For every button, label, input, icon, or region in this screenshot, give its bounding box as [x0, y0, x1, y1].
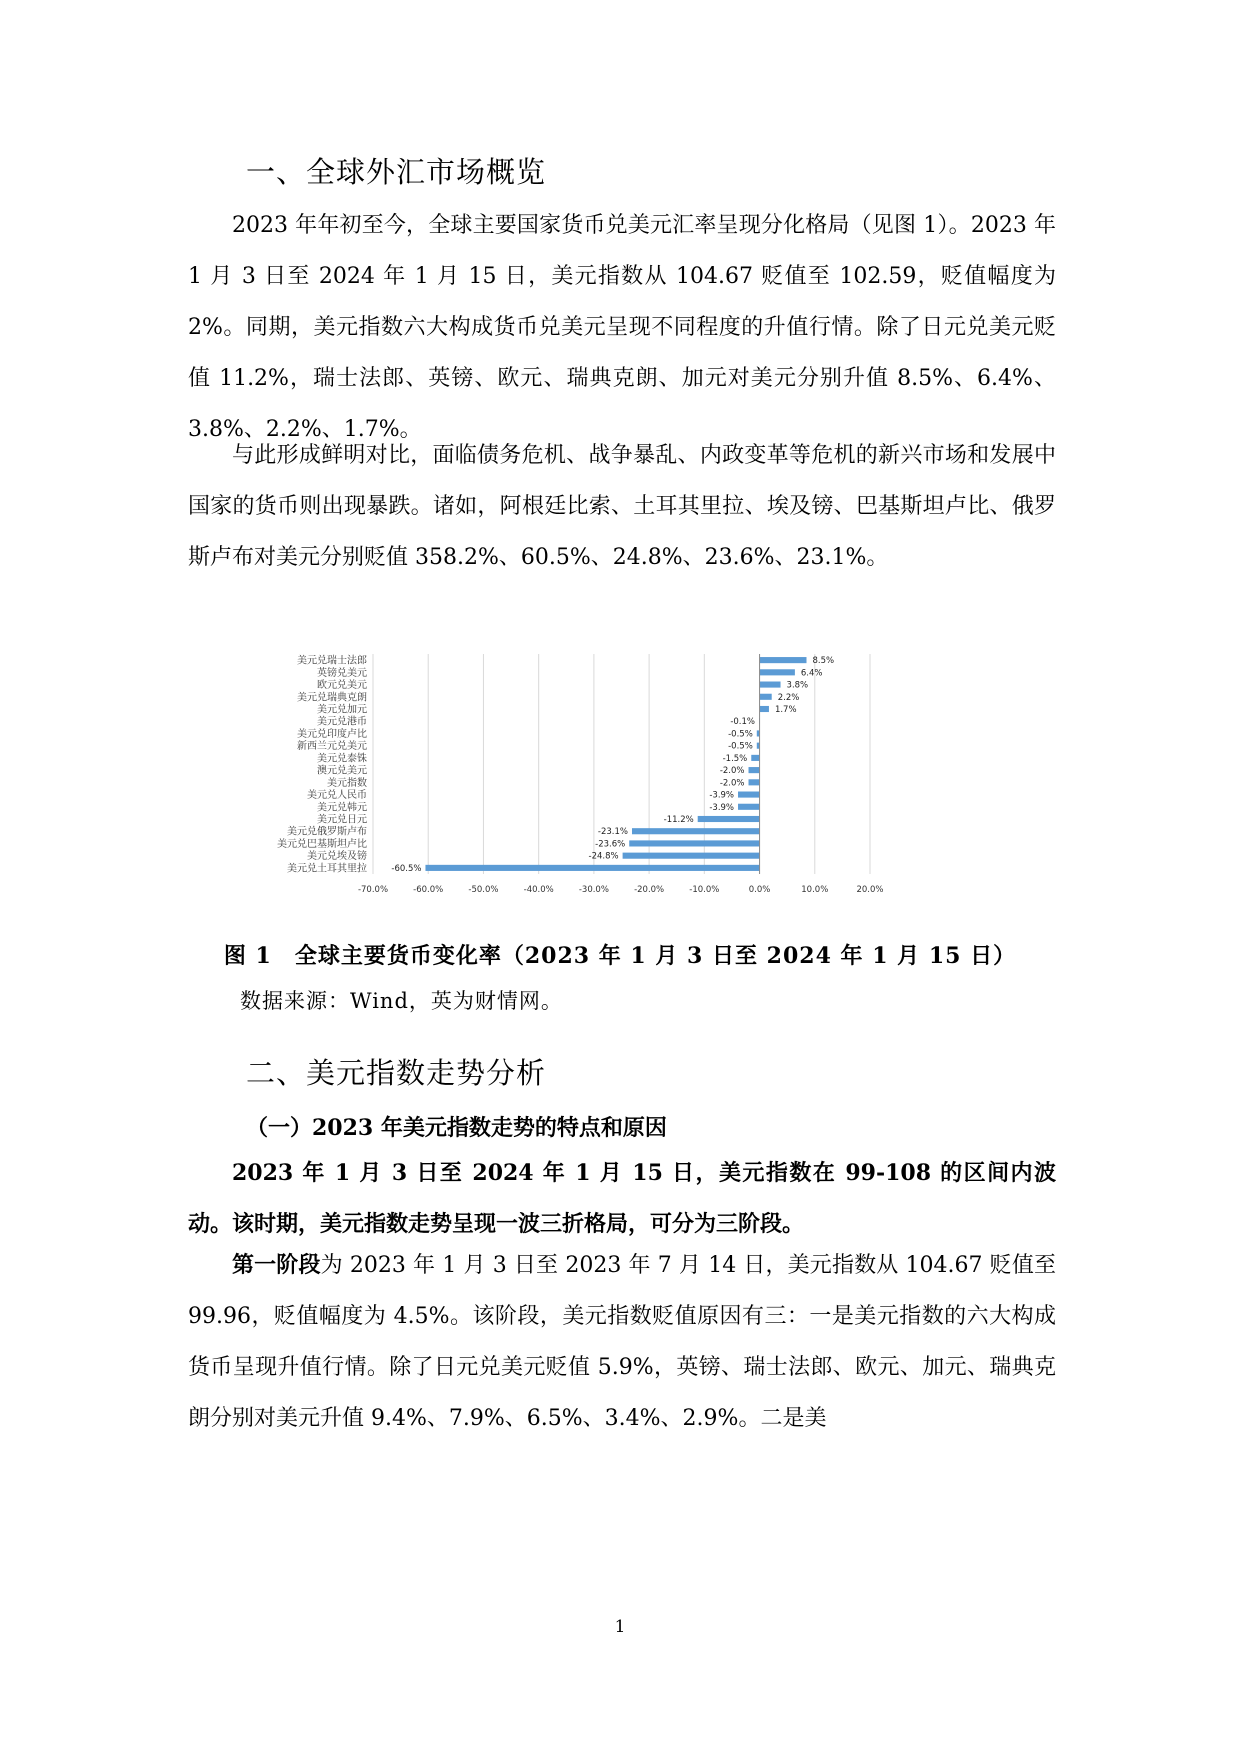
category-label: 美元兑人民币: [307, 790, 367, 802]
paragraph-emerging-markets: 与此形成鲜明对比，面临债务危机、战争暴乱、内政变革等危机的新兴市场和发展中国家的货币则出现暴跌。诸如，阿根廷比索、土耳其里拉、埃及镑、巴基斯坦卢比、俄罗斯卢布对美元分别贬值 358.2%、60.5%、24.8%、23.6%、23.1%。: [188, 443, 1056, 570]
bar: [629, 840, 759, 846]
bar: [760, 694, 772, 700]
category-label: 美元兑埃及镑: [307, 851, 367, 863]
category-label: 美元兑俄罗斯卢布: [287, 826, 367, 838]
x-tick-label: -70.0%: [357, 885, 389, 895]
section-heading-2: 二、美元指数走势分析: [246, 1056, 547, 1090]
bar: [760, 706, 769, 712]
category-label: 美元兑韩元: [317, 802, 367, 814]
data-label: 2.2%: [777, 692, 800, 703]
figure-caption: 图 1 全球主要货币变化率（2023 年 1 月 3 日至 2024 年 1 月 15 日）: [223, 943, 1017, 969]
category-label: 美元兑巴基斯坦卢比: [277, 838, 367, 850]
category-label: 新西兰元兑美元: [297, 741, 367, 753]
category-label: 美元兑土耳其里拉: [287, 863, 367, 875]
data-label: -0.1%: [730, 717, 756, 728]
paragraph-fx-overview: 2023 年年初至今，全球主要国家货币兑美元汇率呈现分化格局（见图 1）。2023 年 1 月 3 日至 2024 年 1 月 15 日，美元指数从 104.67 贬值至 102.59，贬值幅度为 2%。同期，美元指数六大构成货币兑美元呈现不同程度的升值行情。除了日元兑美元贬值 11.2%，瑞士法郎、英镑、欧元、瑞典克朗、加元对美元分别升值 8.5%、6.4%、3.8%、2.2%、1.7%。: [188, 213, 1056, 442]
data-label: -23.6%: [595, 839, 626, 850]
category-label: 美元兑泰铢: [317, 753, 367, 765]
category-label: 美元兑日元: [317, 814, 367, 826]
category-label: 美元指数: [327, 777, 367, 789]
bar: [749, 767, 760, 773]
x-tick-label: -50.0%: [468, 885, 499, 895]
section-heading-1: 一、全球外汇市场概览: [246, 155, 547, 189]
data-label: -24.8%: [588, 851, 619, 862]
paragraph-stage-one: [188, 1240, 1056, 1444]
bar: [425, 865, 759, 871]
data-label: -0.5%: [728, 729, 753, 740]
x-tick-label: 10.0%: [801, 885, 829, 895]
paragraph-bold-summary: 2023 年 1 月 3 日至 2024 年 1 月 15 日，美元指数在 99-108 的区间内波动。该时期，美元指数走势呈现一波三折格局，可分为三阶段。: [188, 1160, 1056, 1237]
bar: [632, 828, 760, 834]
x-tick-label: -20.0%: [634, 885, 665, 895]
data-label: 3.8%: [786, 680, 809, 691]
data-label: 6.4%: [800, 668, 823, 679]
category-label: 英镑兑美元: [317, 667, 367, 679]
bar: [623, 853, 760, 859]
x-tick-label: -10.0%: [689, 885, 720, 895]
data-label: 1.7%: [774, 705, 797, 715]
category-label: 美元兑印度卢比: [297, 728, 367, 740]
x-tick-label: 0.0%: [748, 885, 771, 895]
data-label: -60.5%: [391, 863, 422, 874]
page-number: 1: [614, 1617, 626, 1637]
x-tick-label: -40.0%: [523, 885, 554, 895]
bar: [760, 657, 807, 663]
category-label: 美元兑港币: [317, 716, 367, 728]
data-label: -2.0%: [719, 778, 745, 789]
bar: [738, 792, 760, 798]
bar: [751, 755, 759, 761]
bar: [760, 669, 795, 675]
bar: [760, 682, 781, 688]
category-label: 欧元兑美元: [317, 680, 367, 692]
bar: [738, 804, 760, 810]
bar: [749, 779, 760, 785]
x-tick-label: 20.0%: [856, 885, 884, 895]
x-tick-label: -30.0%: [578, 885, 609, 895]
data-label: -3.9%: [709, 790, 735, 801]
stage-one-lead: 第一阶段: [232, 1252, 321, 1278]
stage-one-text: 为 2023 年 1 月 3 日至 2023 年 7 月 14 日，美元指数从 104.67 贬值至 99.96，贬值幅度为 4.5%。该阶段，美元指数贬值原因有三：一是美元指数的六大构成货币呈现升值行情。除了日元兑美元贬值 5.9%，英镑、瑞士法郎、欧元、加元、瑞典克朗分别对美元升值 9.4%、7.9%、6.5%、3.4%、2.9%。二是美: [188, 1253, 1056, 1431]
bar: [698, 816, 760, 822]
category-label: 美元兑加元: [317, 704, 367, 716]
currency-change-bar-chart: [277, 648, 910, 910]
data-label: -3.9%: [709, 802, 735, 813]
x-tick-label: -60.0%: [413, 885, 444, 895]
data-label: -2.0%: [719, 766, 745, 777]
subsection-heading-1: （一）2023 年美元指数走势的特点和原因: [246, 1115, 667, 1141]
data-label: -23.1%: [597, 827, 628, 838]
data-label: 8.5%: [812, 656, 835, 667]
data-label: -0.5%: [728, 741, 753, 752]
data-label: -11.2%: [663, 815, 694, 825]
category-label: 澳元兑美元: [317, 765, 367, 777]
data-source-note: 数据来源：Wind，英为财情网。: [240, 989, 563, 1013]
category-label: 美元兑瑞士法郎: [297, 655, 367, 667]
category-label: 美元兑瑞典克朗: [297, 692, 367, 704]
data-label: -1.5%: [722, 753, 748, 764]
